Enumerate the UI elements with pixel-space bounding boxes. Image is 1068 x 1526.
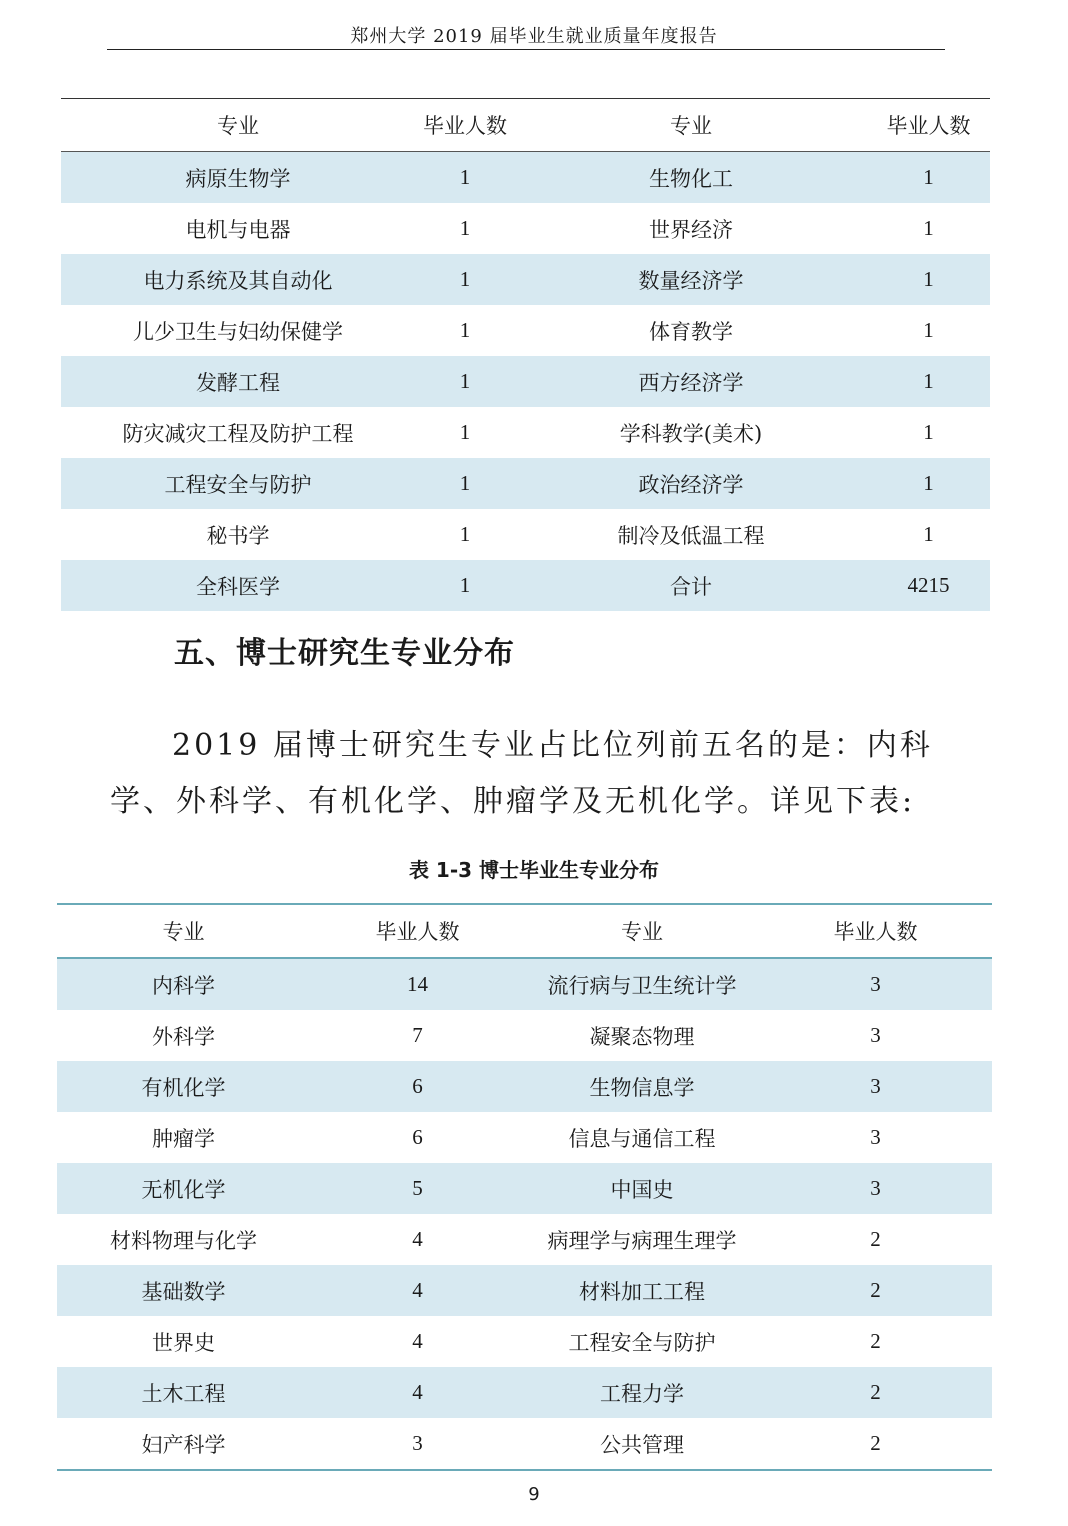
column-header: 毕业人数 [867, 99, 990, 152]
major-cell: 内科学 [57, 958, 310, 1010]
major-cell: 体育教学 [649, 319, 733, 344]
table-row [57, 1010, 992, 1061]
major-cell: 中国史 [525, 1163, 759, 1214]
column-header: 专业 [525, 904, 759, 958]
major-cell: 基础数学 [57, 1265, 310, 1316]
doctoral-major-table [57, 903, 992, 1471]
table-row [61, 356, 990, 407]
count-cell: 2 [870, 1329, 881, 1353]
major-cell: 电机与电器 [185, 217, 291, 242]
table-row [61, 152, 990, 204]
count-cell: 1 [867, 254, 990, 305]
count-cell: 1 [459, 216, 471, 240]
count-cell: 3 [759, 1163, 992, 1214]
major-cell: 防灾减灾工程及防护工程 [122, 421, 354, 446]
table-header-row [57, 904, 992, 958]
table-row [61, 305, 990, 356]
count-cell: 7 [412, 1023, 423, 1047]
page-number: 9 [528, 1484, 540, 1505]
major-cell: 生物信息学 [525, 1061, 759, 1112]
major-cell: 世界经济 [649, 217, 733, 242]
graduates-major-table-continued [61, 98, 990, 611]
major-cell: 公共管理 [600, 1432, 684, 1457]
count-cell: 1 [459, 420, 471, 444]
count-cell: 4 [310, 1265, 525, 1316]
table-row [61, 254, 990, 305]
major-cell: 工程力学 [525, 1367, 759, 1418]
major-cell: 流行病与卫生统计学 [525, 958, 759, 1010]
major-cell: 发酵工程 [61, 356, 415, 407]
table-row [57, 1418, 992, 1470]
count-cell: 6 [310, 1061, 525, 1112]
count-cell: 1 [867, 356, 990, 407]
major-cell: 材料物理与化学 [110, 1228, 257, 1253]
table-row [61, 509, 990, 560]
count-cell: 3 [759, 1061, 992, 1112]
major-cell: 世界史 [152, 1330, 215, 1355]
table-row [57, 1367, 992, 1418]
major-cell: 工程安全与防护 [568, 1330, 716, 1355]
major-cell: 全科医学 [61, 560, 415, 611]
table-row [57, 1214, 992, 1265]
count-cell: 4 [310, 1367, 525, 1418]
count-cell: 3 [412, 1431, 423, 1455]
major-cell: 土木工程 [57, 1367, 310, 1418]
count-cell: 1 [923, 216, 934, 240]
count-cell: 1 [415, 254, 515, 305]
table-header-row [61, 99, 990, 152]
section-paragraph: 2019 届博士研究生专业占比位列前五名的是：内科学、外科学、有机化学、肿瘤学及无机化学。详见下表: [110, 728, 933, 819]
count-cell: 2 [870, 1227, 881, 1251]
count-cell: 3 [759, 958, 992, 1010]
count-cell: 5 [310, 1163, 525, 1214]
count-cell: 6 [412, 1125, 423, 1149]
column-header: 毕业人数 [759, 904, 992, 958]
table-caption: 表 1-3 博士毕业生专业分布 [408, 858, 660, 882]
major-cell: 有机化学 [57, 1061, 310, 1112]
table-row [57, 1316, 992, 1367]
count-cell: 1 [415, 152, 515, 204]
major-cell: 无机化学 [57, 1163, 310, 1214]
major-cell: 外科学 [152, 1024, 215, 1049]
major-cell: 工程安全与防护 [61, 458, 415, 509]
count-cell: 1 [923, 420, 934, 444]
count-cell: 1 [459, 318, 471, 342]
major-cell: 政治经济学 [515, 458, 867, 509]
table-row [57, 1061, 992, 1112]
major-cell: 秘书学 [206, 523, 270, 548]
column-header: 毕业人数 [415, 99, 515, 152]
major-cell: 电力系统及其自动化 [61, 254, 415, 305]
major-cell: 肿瘤学 [152, 1126, 215, 1151]
count-cell: 1 [415, 356, 515, 407]
major-cell: 凝聚态物理 [589, 1024, 695, 1049]
table-row [57, 958, 992, 1010]
table-row [57, 1112, 992, 1163]
count-cell: 14 [310, 958, 525, 1010]
major-cell: 儿少卫生与妇幼保健学 [133, 319, 343, 344]
table-row [57, 1163, 992, 1214]
count-cell: 1 [415, 560, 515, 611]
count-cell: 1 [867, 152, 990, 204]
total-value-cell: 4215 [867, 560, 990, 611]
table-row-total [61, 560, 990, 611]
header-rule [107, 49, 945, 50]
column-header: 专业 [57, 904, 310, 958]
major-cell: 学科教学(美术) [619, 421, 763, 446]
count-cell: 2 [759, 1367, 992, 1418]
major-cell: 材料加工工程 [525, 1265, 759, 1316]
count-cell: 3 [870, 1023, 881, 1047]
column-header: 毕业人数 [310, 904, 525, 958]
running-header: 郑州大学 2019 届毕业生就业质量年度报告 [350, 26, 718, 47]
column-header: 专业 [61, 99, 415, 152]
major-cell: 数量经济学 [515, 254, 867, 305]
major-cell: 妇产科学 [141, 1432, 226, 1457]
column-header: 专业 [515, 99, 867, 152]
major-cell: 病原生物学 [61, 152, 415, 204]
count-cell: 4 [412, 1227, 423, 1251]
major-cell: 病理学与病理生理学 [547, 1228, 737, 1253]
major-cell: 西方经济学 [515, 356, 867, 407]
major-cell: 信息与通信工程 [568, 1126, 716, 1151]
section-heading: 五、博士研究生专业分布 [174, 636, 515, 671]
count-cell: 1 [415, 458, 515, 509]
table-row [57, 1265, 992, 1316]
count-cell: 1 [867, 458, 990, 509]
table-row [61, 203, 990, 254]
count-cell: 4 [412, 1329, 423, 1353]
table-row [61, 407, 990, 458]
count-cell: 2 [759, 1265, 992, 1316]
major-cell: 制冷及低温工程 [617, 523, 765, 548]
count-cell: 2 [870, 1431, 881, 1455]
count-cell: 3 [870, 1125, 881, 1149]
count-cell: 1 [923, 522, 934, 546]
major-cell: 生物化工 [515, 152, 867, 204]
total-label-cell: 合计 [515, 560, 867, 611]
table-row [61, 458, 990, 509]
count-cell: 1 [459, 522, 471, 546]
count-cell: 1 [923, 318, 934, 342]
